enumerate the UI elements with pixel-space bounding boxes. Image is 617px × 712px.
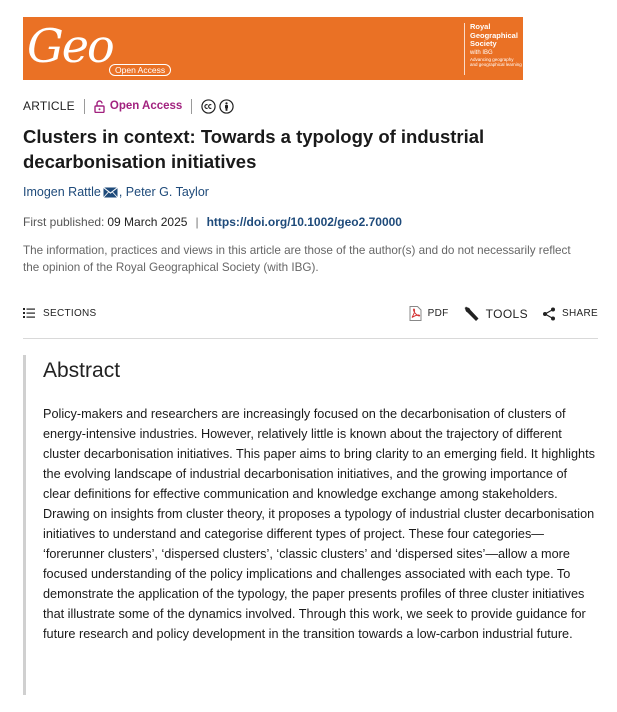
banner-divider	[464, 23, 465, 75]
author-link[interactable]: Peter G. Taylor	[125, 185, 209, 199]
rgs-tagline-1: Advancing geography	[470, 56, 514, 62]
doi-link[interactable]: https://doi.org/10.1002/geo2.70000	[206, 215, 402, 229]
article-title: Clusters in context: Towards a typology of industrial decarbonisation initiatives	[23, 126, 485, 172]
rgs-line-3: Society	[470, 39, 497, 48]
first-published-label: First published:	[23, 215, 105, 229]
author-link[interactable]: Imogen Rattle	[23, 185, 101, 199]
pdf-icon	[409, 306, 422, 321]
license-icons[interactable]	[201, 99, 234, 114]
open-access-pill: Open Access	[109, 64, 171, 76]
meta-divider	[84, 99, 85, 114]
rgs-tagline-2: and geographical learning	[470, 62, 522, 67]
tools-label: TOOLS	[485, 306, 529, 321]
by-icon	[219, 99, 234, 114]
rgs-line-2: Geographical	[470, 30, 518, 40]
pdf-button[interactable]	[409, 306, 449, 321]
article-type-label: ARTICLE	[23, 99, 75, 113]
abstract-text: Policy-makers and researchers are increasingly focused on the decarbonisation of clusters of energy-intensive industries. However, relatively little is known about the trajectory of different cluster decarbonisation initiatives. This paper aims to bring clarity to an emerging field. It highlights the evolving landscape of industrial decarbonisation initiatives, and the growing importance of clear definitions for effective communication and knowledge exchange among stakeholders. Drawing on insights from cluster theory, it proposes a typology of industrial cluster decarbonisation initiatives to understand and categorise different types of project. These four categories— ‘forerunner clusters’, ‘dispersed clusters’, ‘classic clusters’ and ‘dispersed sites’—allow a more focused understanding of the policy implications and challenges associated with each type. To demonstrate the application of the typology, the paper presents profiles of three cluster initiatives that illustrate some of the dynamics involved. Through this work, we seek to provide guidance for future research and policy development in the transition towards a low-carbon industrial future.	[43, 407, 595, 641]
toolbar-divider	[23, 338, 598, 339]
author-separator: ,	[118, 185, 123, 199]
rgs-with-ibg: with IBG	[470, 49, 493, 56]
pdf-label: PDF	[427, 308, 449, 319]
publication-date: 09 March 2025	[107, 215, 188, 229]
sections-label: SECTIONS	[43, 307, 97, 319]
article-meta-row	[23, 98, 234, 114]
share-icon	[542, 307, 556, 321]
share-label: SHARE	[562, 308, 598, 319]
open-lock-icon	[94, 100, 105, 113]
share-button[interactable]	[542, 307, 598, 321]
author-list	[23, 185, 209, 199]
journal-banner[interactable]	[23, 17, 523, 80]
publication-info	[23, 215, 402, 229]
wrench-icon	[463, 305, 480, 322]
tools-button[interactable]	[463, 305, 528, 322]
article-toolbar	[23, 305, 598, 325]
sections-button[interactable]	[23, 307, 97, 319]
open-access-label[interactable]: Open Access	[109, 100, 183, 112]
rgs-line-1: Royal	[470, 22, 491, 31]
cc-icon	[201, 99, 216, 114]
meta-divider	[191, 99, 192, 114]
rgs-logo	[470, 23, 522, 68]
publication-separator: |	[195, 215, 199, 229]
abstract-section	[23, 355, 598, 695]
abstract-heading: Abstract	[43, 359, 121, 382]
society-disclaimer: The information, practices and views in this article are those of the author(s) and do not necessarily reflect the opinion of the Royal Geographical Society (with IBG).	[23, 244, 571, 274]
toolbar-actions	[409, 305, 598, 322]
list-icon	[23, 307, 35, 319]
geo-logo: Geo	[27, 19, 113, 73]
envelope-icon[interactable]	[103, 187, 118, 198]
